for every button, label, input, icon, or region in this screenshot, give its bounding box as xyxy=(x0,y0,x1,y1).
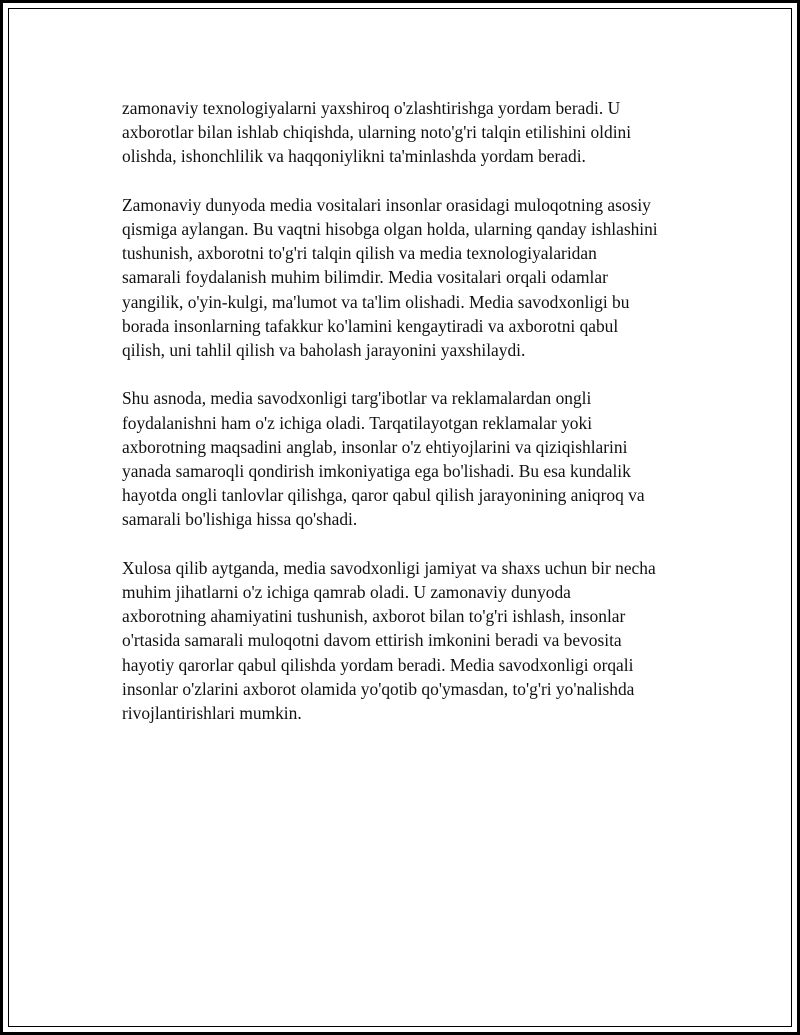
text-line: yangilik, o'yin-kulgi, ma'lumot va ta'lim olishadi. Media savodxonligi bu xyxy=(122,291,630,312)
text-line: samarali bo'lishiga hissa qo'shadi. xyxy=(122,509,358,530)
text-line: Shu asnoda, media savodxonligi targ'ibotlar va reklamalardan ongli xyxy=(122,388,592,409)
text-line: hayotiy qarorlar qabul qilishda yordam beradi. Media savodxonligi orqali xyxy=(122,654,634,675)
paragraph-1 xyxy=(122,96,712,169)
text-line: Xulosa qilib aytganda, media savodxonligi jamiyat va shaxs uchun bir necha xyxy=(122,557,656,578)
text-line: olishda, ishonchlilik va haqqoniylikni ta'minlashda yordam beradi. xyxy=(122,146,586,167)
text-line: qismiga aylangan. Bu vaqtni hisobga olgan holda, ularning qanday ishlashini xyxy=(122,219,658,239)
text-line: muhim jihatlarni o'z ichiga qamrab oladi. U zamonaviy dunyoda xyxy=(122,582,571,603)
text-line: samarali foydalanish muhim bilimdir. Media vositalari orqali odamlar xyxy=(122,267,608,288)
text-line: zamonaviy texnologiyalarni yaxshiroq o'zlashtirishga yordam beradi. U xyxy=(122,98,621,118)
text-line: foydalanishni ham o'z ichiga oladi. Tarqatilayotgan reklamalar yoki xyxy=(122,412,593,433)
paragraph-3 xyxy=(122,386,712,531)
document-body xyxy=(122,96,712,749)
text-line: insonlar o'zlarini axborot olamida yo'qotib qo'ymasdan, to'g'ri yo'nalishda xyxy=(122,678,635,699)
paragraph-2 xyxy=(122,193,712,362)
paragraph-4 xyxy=(122,556,712,725)
text-line: Zamonaviy dunyoda media vositalari insonlar orasidagi muloqotning asosiy xyxy=(122,194,651,215)
text-line: o'rtasida samarali muloqotni davom ettirish imkonini beradi va bevosita xyxy=(122,630,622,651)
text-line: rivojlantirishlari mumkin. xyxy=(122,703,302,724)
text-line: axborotning maqsadini anglab, insonlar o'z ehtiyojlarini va qiziqishlarini xyxy=(122,436,628,457)
text-line: borada insonlarning tafakkur ko'lamini kengaytiradi va axborotni qabul xyxy=(122,315,619,336)
text-line: tushunish, axborotni to'g'ri talqin qilish va media texnologiyalaridan xyxy=(122,243,597,264)
text-line: axborotlar bilan ishlab chiqishda, ularning noto'g'ri talqin etilishini oldini xyxy=(122,122,632,143)
text-line: qilish, uni tahlil qilish va baholash jarayonini yaxshilaydi. xyxy=(122,340,526,361)
text-line: hayotda ongli tanlovlar qilishga, qaror qabul qilish jarayonining aniqroq va xyxy=(122,485,645,506)
text-line: axborotning ahamiyatini tushunish, axborot bilan to'g'ri ishlash, insonlar xyxy=(122,606,626,627)
text-line: yanada samaroqli qondirish imkoniyatiga ega bo'lishadi. Bu esa kundalik xyxy=(122,461,631,482)
